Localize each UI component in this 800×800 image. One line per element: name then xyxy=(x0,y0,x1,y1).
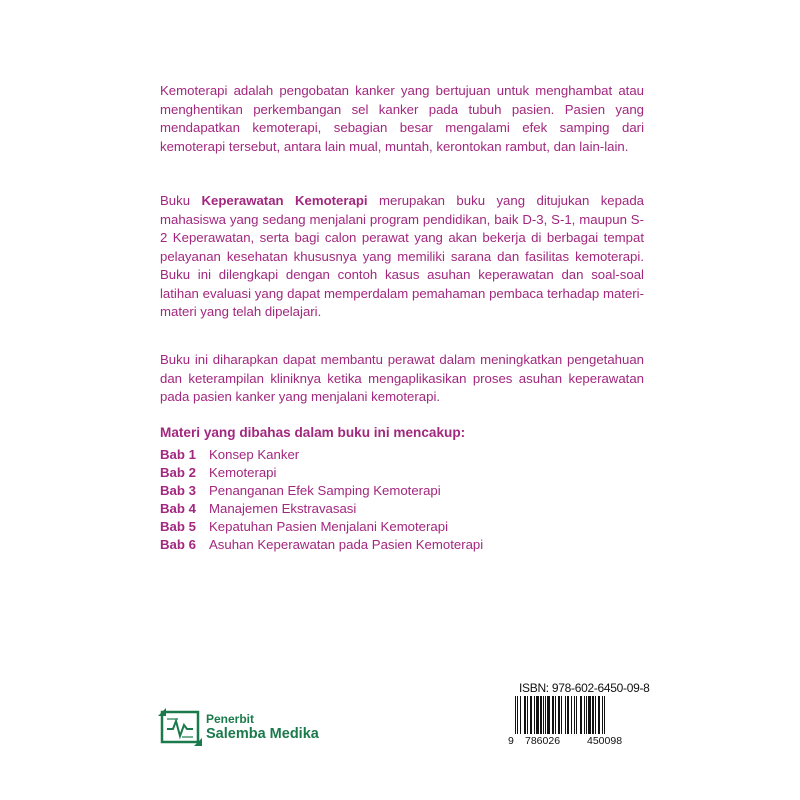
barcode-bar xyxy=(574,696,575,734)
chapter-number: Bab 5 xyxy=(160,519,196,534)
desc-post: merupakan buku yang ditujukan kepada mahasiswa yang sedang menjalani program pendidikan, baik D-3, S-1, maupun S-2 Keperawatan, serta bagi calon perawat yang akan bekerja di berbagai tempat pelayanan kesehatan khususnya yang memiliki sarana dan fasilitas kemoterapi. Buku ini dilengkapi dengan contoh kasus asuhan keperawatan dan soal-soal latihan evaluasi yang dapat memperdalam pemahaman pembaca terhadap materi-materi yang telah dipelajari. xyxy=(160,193,644,319)
barcode-bar xyxy=(543,696,544,734)
desc-pre: Buku xyxy=(160,193,202,208)
chapter-title: Penanganan Efek Samping Kemoterapi xyxy=(209,483,441,498)
purpose-paragraph: Buku ini diharapkan dapat membantu perawat dalam meningkatkan pengetahuan dan keterampilan kliniknya ketika mengaplikasikan proses asuhan keperawatan pada pasien kanker yang menjalani kemoterapi. xyxy=(160,352,644,404)
barcode-bar xyxy=(520,696,521,734)
publisher-line2: Salemba Medika xyxy=(206,726,319,742)
chapter-item xyxy=(160,464,483,482)
book-title: Keperawatan Kemoterapi xyxy=(201,193,368,208)
barcode-bar xyxy=(580,696,582,734)
description-paragraph xyxy=(160,192,644,322)
barcode-bar xyxy=(527,696,528,734)
barcode-bar xyxy=(586,696,587,734)
chapter-title: Kemoterapi xyxy=(209,465,277,480)
chapter-item xyxy=(160,536,483,554)
chapter-number: Bab 3 xyxy=(160,483,196,498)
barcode-bar xyxy=(584,696,585,734)
chapter-item xyxy=(160,518,483,536)
barcode-bar xyxy=(588,696,591,734)
chapter-list xyxy=(160,446,483,554)
barcode-digit-group1: 786026 xyxy=(525,735,561,747)
salemba-medika-logo-icon xyxy=(158,708,202,746)
barcode-bar xyxy=(561,696,562,734)
barcode-bar xyxy=(576,696,577,734)
chapter-item xyxy=(160,482,483,500)
chapter-title: Konsep Kanker xyxy=(209,447,300,462)
barcode-bar xyxy=(534,696,535,734)
barcode-bar xyxy=(604,696,605,734)
barcode-bar xyxy=(524,696,526,734)
barcode-digit-first: 9 xyxy=(508,735,514,747)
barcode-bar xyxy=(598,696,600,734)
barcode-bar xyxy=(592,696,594,734)
contents-heading: Materi yang dibahas dalam buku ini mencakup: xyxy=(160,425,466,440)
chapter-number: Bab 1 xyxy=(160,447,196,462)
barcode-bar xyxy=(595,696,596,734)
barcode-bar xyxy=(517,696,518,734)
chapter-title: Kepatuhan Pasien Menjalani Kemoterapi xyxy=(209,519,448,534)
barcode-bar xyxy=(540,696,542,734)
chapter-number: Bab 2 xyxy=(160,465,196,480)
barcode-bar xyxy=(558,696,560,734)
chapter-item xyxy=(160,500,483,518)
barcode-bar xyxy=(536,696,539,734)
chapter-title: Manajemen Ekstravasasi xyxy=(209,501,357,516)
barcode-icon xyxy=(515,696,641,734)
barcode-bar xyxy=(515,696,516,734)
barcode-bar xyxy=(567,696,569,734)
chapter-number: Bab 4 xyxy=(160,501,196,516)
chapter-title: Asuhan Keperawatan pada Pasien Kemoterapi xyxy=(209,537,484,552)
intro-paragraph: Kemoterapi adalah pengobatan kanker yang bertujuan untuk menghambat atau menghentikan perkembangan sel kanker pada tubuh pasien. Pasien yang mendapatkan kemoterapi, sebagian besar mengalami efek samping dari kemoterapi tersebut, antara lain mual, muntah, kerontokan rambut, dan lain-lain. xyxy=(160,83,644,154)
barcode-bar xyxy=(565,696,566,734)
barcode-bar xyxy=(602,696,603,734)
barcode-bar xyxy=(552,696,554,734)
publisher-line1: Penerbit xyxy=(206,712,255,726)
publisher-logo xyxy=(158,708,319,746)
barcode-bar xyxy=(555,696,556,734)
isbn-label: ISBN: 978-602-6450-09-8 xyxy=(519,681,650,695)
chapter-number: Bab 6 xyxy=(160,537,196,552)
barcode-digit-group2: 450098 xyxy=(587,735,623,747)
publisher-name xyxy=(206,712,319,742)
barcode-bar xyxy=(547,696,550,734)
barcode-bar xyxy=(530,696,532,734)
barcode-bar xyxy=(545,696,546,734)
chapter-item xyxy=(160,446,483,464)
barcode-bar xyxy=(571,696,572,734)
